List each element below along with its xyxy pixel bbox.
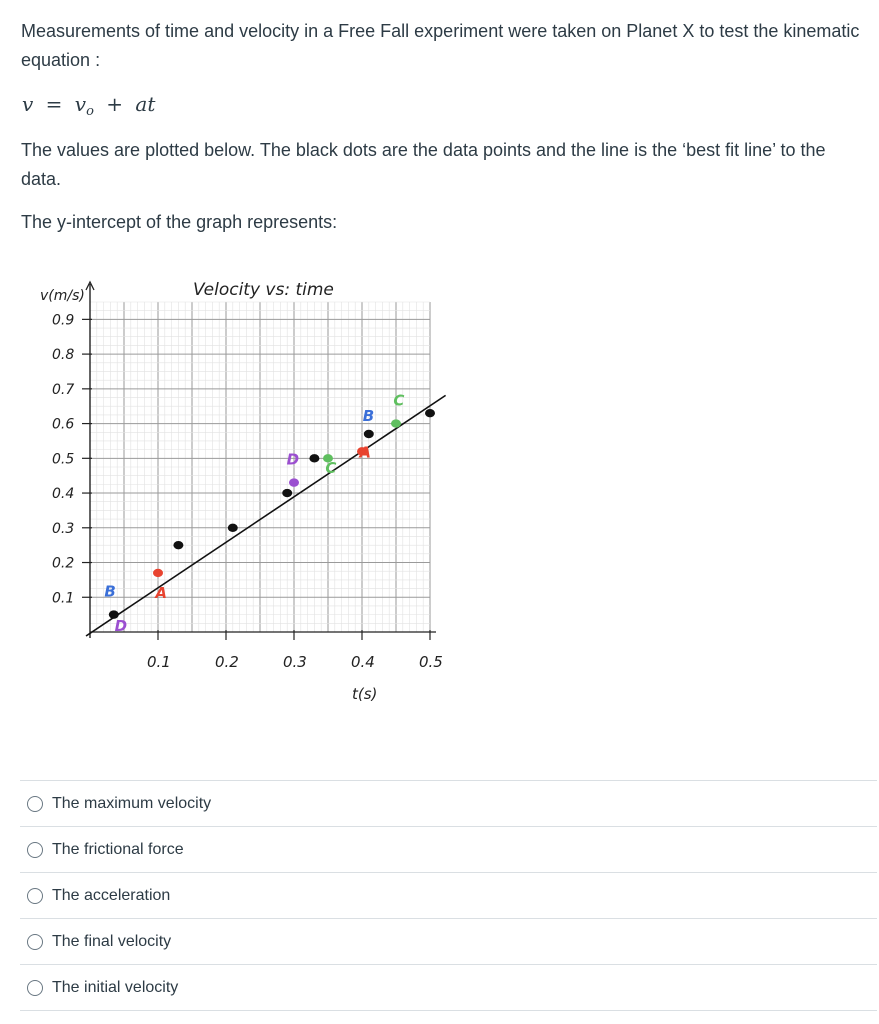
question-description: The values are plotted below. The black dots are the data points and the line is the ‘best fit line’ to the data. [21,140,826,189]
equation-plus: + [106,92,124,116]
velocity-time-graph [30,262,470,722]
y-tick-label: 0.4 [52,486,75,503]
answer-list [20,780,877,1011]
radio-button[interactable] [27,888,43,904]
graph-grid [90,302,430,632]
data-point [282,489,292,497]
graph-axes [86,282,436,638]
point-annotation-label: C [393,391,405,410]
point-annotations [104,391,404,635]
kinematic-equation [22,90,867,122]
answer-option-2[interactable] [20,827,877,873]
data-point [289,478,299,486]
point-annotation-label: D [286,450,300,469]
chart-title: Velocity vs: time [193,280,334,300]
y-tick-label: 0.7 [52,381,75,398]
y-tick-label: 0.8 [52,347,75,364]
x-tick-label: 0.2 [215,653,239,671]
answer-label: The initial velocity [52,978,179,996]
answer-option-4[interactable] [20,919,877,965]
radio-button[interactable] [27,796,43,812]
y-tick-label: 0.1 [52,590,75,607]
radio-button[interactable] [27,980,43,996]
y-tick-label: 0.9 [52,312,75,329]
equation-v0-subscript: o [86,104,94,119]
best-fit-line-segment [86,395,446,636]
equation-lhs: v [22,92,34,116]
x-tick-label: 0.1 [147,653,171,671]
y-tick-label: 0.3 [52,520,75,537]
point-annotation-label: B [362,406,375,425]
data-point [173,541,183,549]
x-tick-label: 0.3 [283,653,307,671]
data-point [425,409,435,417]
x-tick-label: 0.5 [419,653,443,671]
data-point [309,454,319,462]
y-tick-label: 0.5 [52,451,75,468]
question-intro: Measurements of time and velocity in a Free Fall experiment were taken on Planet X to test the kinematic equation : [21,21,860,70]
x-axis-label: t(s) [352,685,378,703]
point-annotation-label: A [155,584,168,603]
answer-label: The final velocity [52,932,172,950]
radio-button[interactable] [27,934,43,950]
point-annotation-label: B [104,582,116,601]
data-point [391,419,401,427]
y-axis-label: v(m/s) [40,288,85,304]
question-prompt: The y-intercept of the graph represents: [21,212,338,232]
x-tick-label: 0.4 [351,653,375,671]
data-point [153,569,163,577]
equation-at: at [135,92,156,116]
answer-label: The frictional force [52,840,184,858]
answer-option-1[interactable] [20,781,877,827]
data-point [228,524,238,532]
point-annotation-label: D [114,617,128,636]
equation-v0: v [74,92,87,116]
equation-equals: = [45,92,63,116]
y-tick-label: 0.2 [52,555,75,572]
y-tick-label: 0.6 [52,416,75,433]
answer-label: The acceleration [52,886,171,904]
best-fit-line [86,395,446,636]
point-annotation-label: C [325,459,337,477]
answer-option-5[interactable] [20,965,877,1011]
point-annotation-label: A [359,443,372,462]
radio-button[interactable] [27,842,43,858]
answer-option-3[interactable] [20,873,877,919]
data-point [364,430,374,438]
answer-label: The maximum velocity [52,794,212,812]
